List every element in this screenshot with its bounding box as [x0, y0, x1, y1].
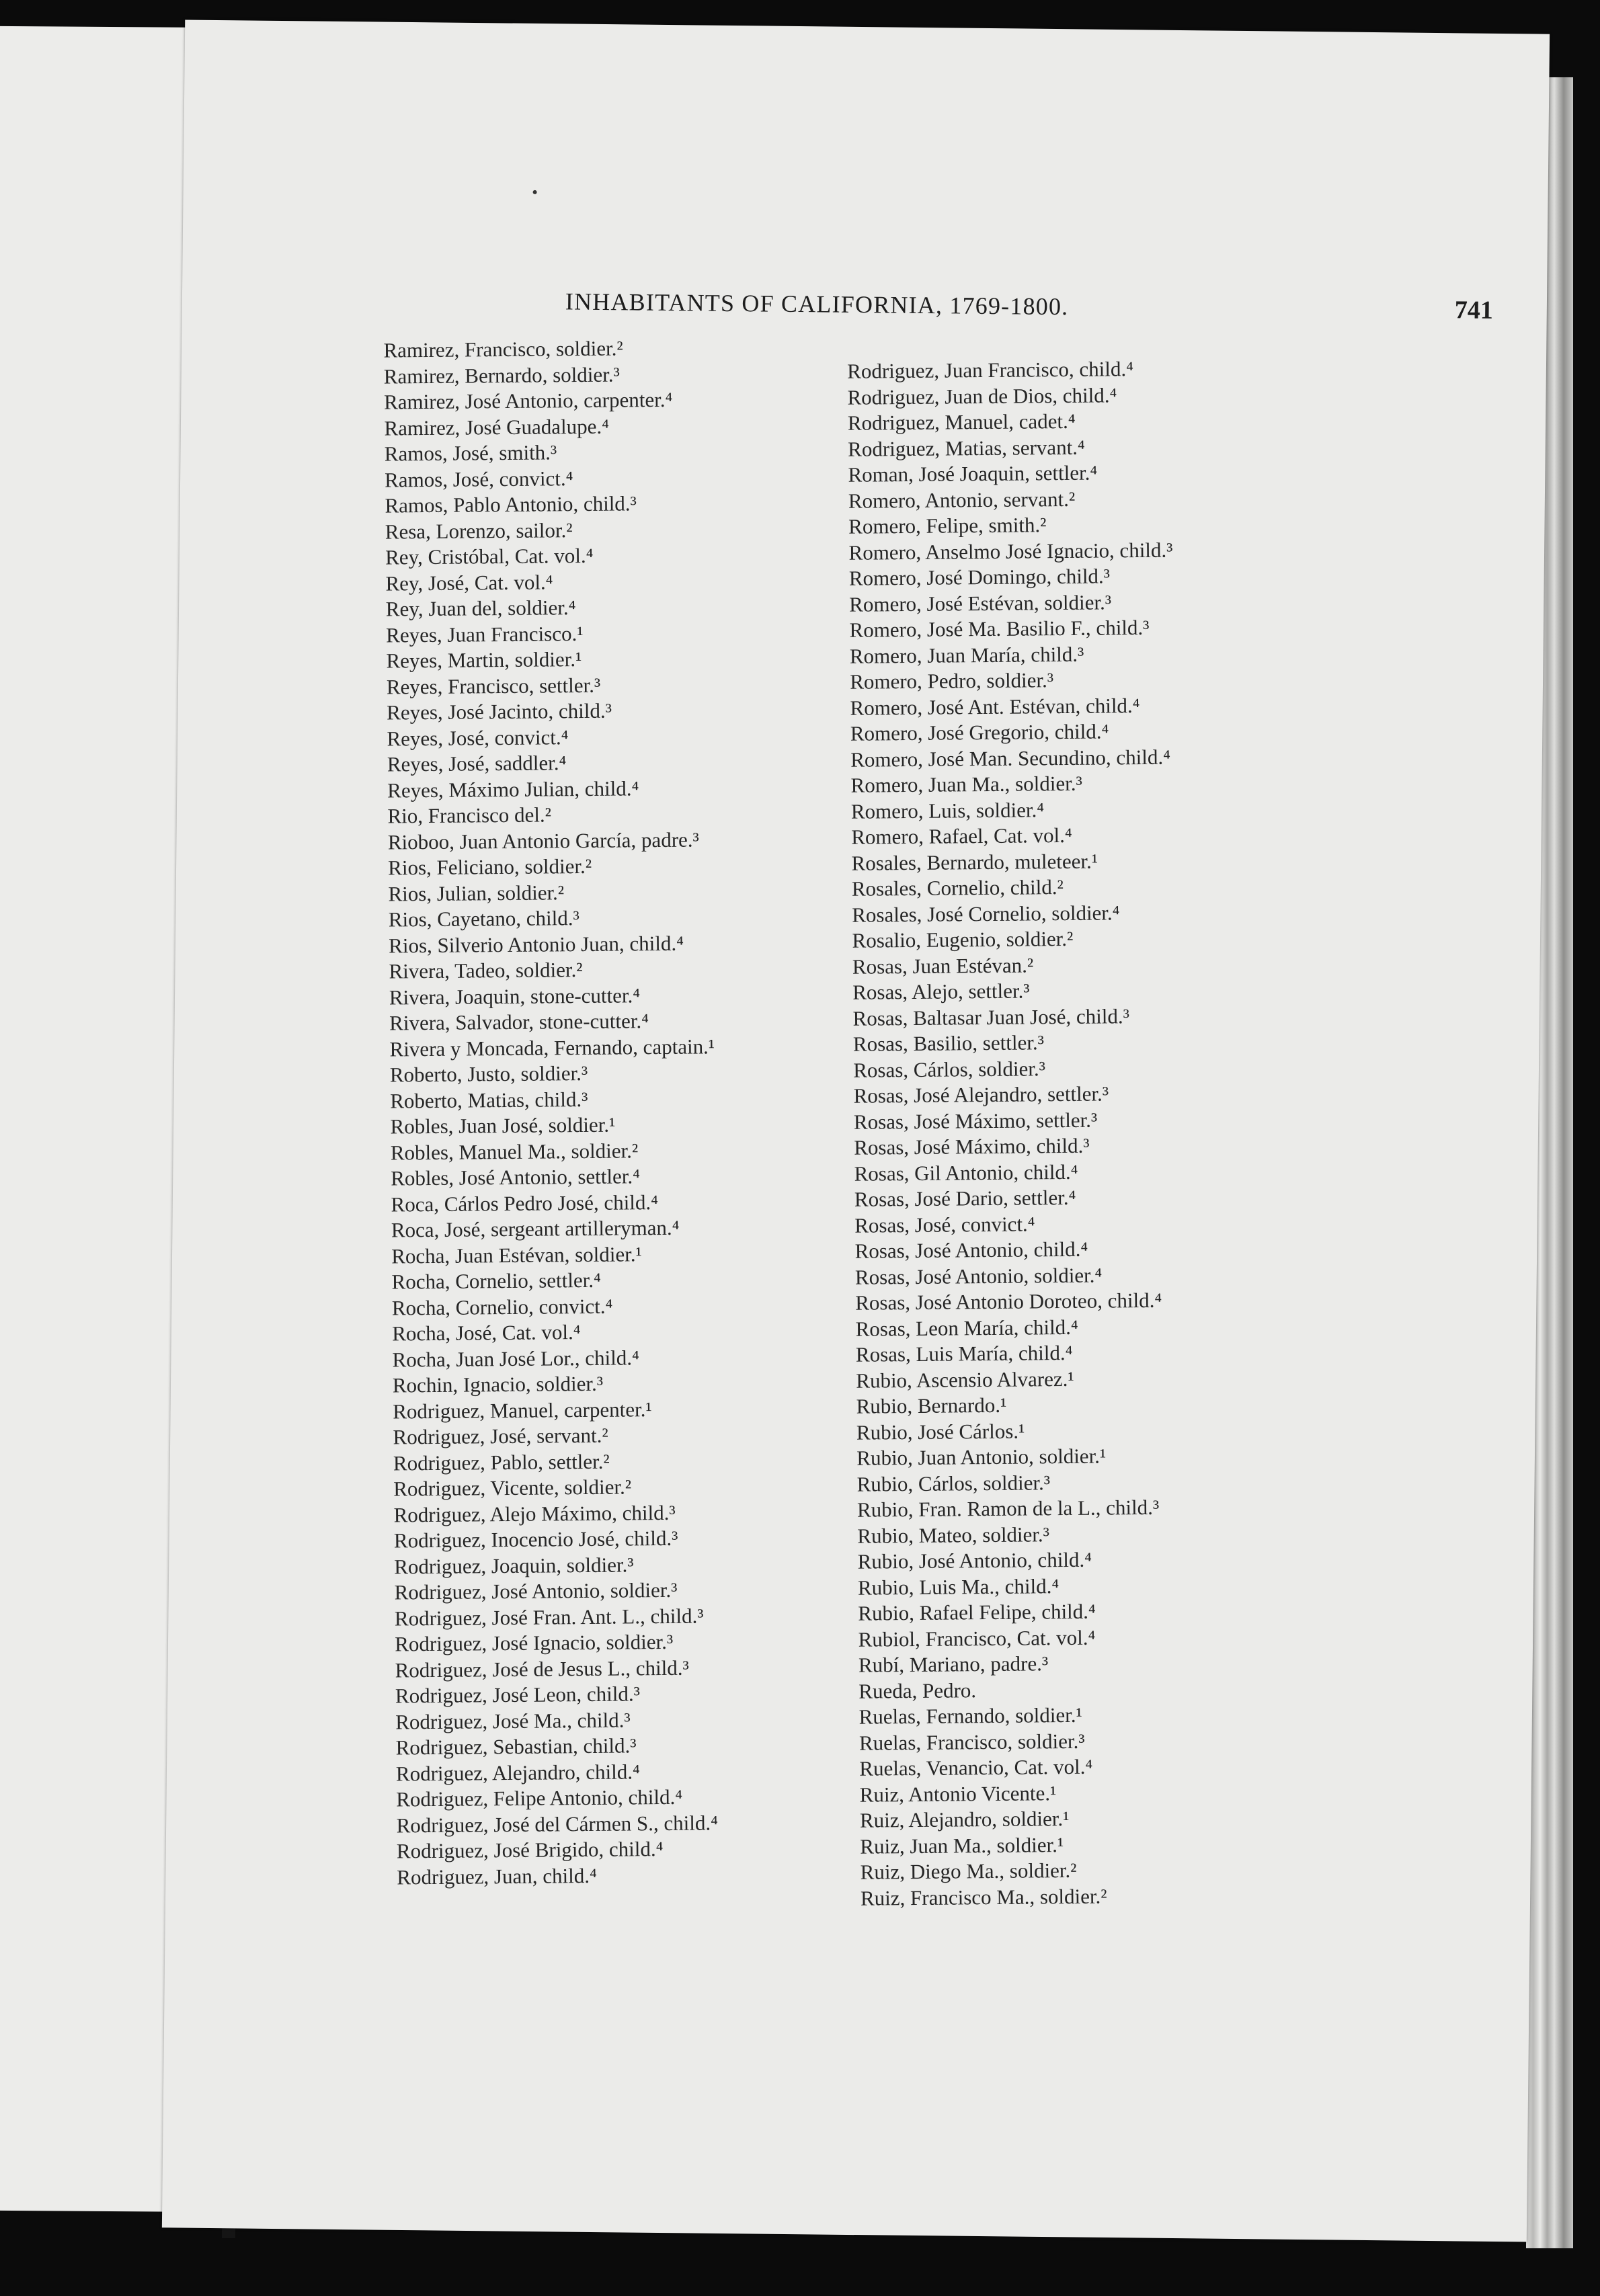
- register-entry: Roberto, Matias, child.³: [390, 1087, 588, 1113]
- register-entry: Rodriguez, José Fran. Ant. L., child.³: [394, 1603, 704, 1631]
- register-entry: Ruelas, Fernando, soldier.¹: [858, 1703, 1082, 1729]
- register-entry: Rodriguez, José Leon, child.³: [395, 1682, 641, 1708]
- register-entry: Rodriguez, José de Jesus L., child.³: [395, 1655, 689, 1682]
- register-entry: Ramos, Pablo Antonio, child.³: [385, 491, 637, 518]
- register-entry: Rubí, Mariano, padre.³: [858, 1651, 1049, 1677]
- register-entry: Rey, José, Cat. vol.⁴: [385, 569, 553, 596]
- register-entry: Ruiz, Alejandro, soldier.¹: [859, 1807, 1070, 1832]
- register-entry: Rivera, Joaquin, stone-cutter.⁴: [389, 983, 641, 1010]
- register-entry: Rodriguez, Matias, servant.⁴: [848, 435, 1085, 461]
- register-entry: Romero, Juan María, child.³: [849, 642, 1084, 668]
- register-entry: Rosas, José Alejandro, settler.³: [853, 1081, 1109, 1108]
- register-entry: Rodriguez, José Antonio, soldier.³: [394, 1577, 678, 1604]
- register-entry: Rocha, Cornelio, convict.⁴: [391, 1294, 613, 1320]
- register-entry: Rubio, Juan Antonio, soldier.¹: [856, 1444, 1107, 1470]
- register-entry: Rios, Cayetano, child.³: [388, 906, 579, 932]
- register-entry: Romero, Felipe, smith.²: [848, 513, 1047, 538]
- register-entry: Rodriguez, Juan de Dios, child.⁴: [847, 382, 1117, 409]
- register-entry: Rocha, José, Cat. vol.⁴: [392, 1320, 581, 1346]
- register-entry: Rubio, José Antonio, child.⁴: [857, 1547, 1092, 1573]
- left-column-list: [383, 335, 722, 1890]
- register-entry: Reyes, José, saddler.⁴: [387, 751, 567, 776]
- register-entry: Rosas, Baltasar Juan José, child.³: [852, 1003, 1130, 1030]
- register-entry: Reyes, Martin, soldier.¹: [386, 647, 582, 673]
- register-entry: Reyes, Máximo Julian, child.⁴: [387, 776, 639, 803]
- register-entry: Rubio, Luis Ma., child.⁴: [857, 1573, 1059, 1600]
- register-entry: Rodriguez, Sebastian, child.³: [395, 1733, 637, 1760]
- register-entry: Rosas, José Máximo, settler.³: [853, 1108, 1098, 1134]
- register-entry: Rubio, Rafael Felipe, child.⁴: [858, 1599, 1096, 1625]
- register-entry: Rey, Cristóbal, Cat. vol.⁴: [385, 543, 594, 569]
- register-entry: Rivera, Tadeo, soldier.²: [389, 958, 583, 983]
- register-entry: Ramirez, Francisco, soldier.²: [383, 336, 623, 362]
- register-entry: Ramirez, José Antonio, carpenter.⁴: [383, 387, 673, 414]
- register-entry: Rodriguez, Alejandro, child.⁴: [395, 1759, 641, 1785]
- register-entry: Rubiol, Francisco, Cat. vol.⁴: [858, 1625, 1096, 1651]
- register-entry: Romero, José Man. Secundino, child.⁴: [850, 745, 1171, 772]
- register-entry: Ramos, José, smith.³: [384, 440, 557, 466]
- register-entry: Reyes, Juan Francisco.¹: [386, 621, 584, 647]
- register-entry: Rey, Juan del, soldier.⁴: [385, 596, 576, 621]
- register-entry: Rios, Julian, soldier.²: [388, 880, 565, 906]
- register-entry: Ramos, José, convict.⁴: [385, 466, 573, 492]
- register-entry: Romero, José Ant. Estévan, child.⁴: [850, 693, 1140, 720]
- register-entry: Rosas, Leon María, child.⁴: [855, 1315, 1078, 1341]
- register-entry: Rodriguez, José, servant.²: [393, 1423, 608, 1449]
- register-entry: Robles, Juan José, soldier.¹: [390, 1112, 616, 1139]
- register-entry: Rodriguez, Manuel, carpenter.¹: [393, 1397, 652, 1424]
- register-entry: Romero, José Estévan, soldier.³: [849, 589, 1112, 616]
- register-entry: Rubio, Ascensio Alvarez.¹: [856, 1366, 1074, 1393]
- book-page: [162, 19, 1550, 2242]
- register-entry: Rosas, Cárlos, soldier.³: [853, 1056, 1046, 1082]
- running-title: INHABITANTS OF CALIFORNIA, 1769-1800.: [565, 288, 1069, 321]
- register-entry: Romero, José Gregorio, child.⁴: [850, 719, 1109, 745]
- register-entry: Rosas, Juan Estévan.²: [852, 952, 1034, 979]
- register-entry: Romero, Rafael, Cat. vol.⁴: [851, 823, 1072, 849]
- register-entry: Reyes, José Jacinto, child.³: [387, 698, 612, 725]
- register-entry: Ruelas, Venancio, Cat. vol.⁴: [859, 1754, 1093, 1780]
- page-header: [565, 287, 1493, 337]
- register-entry: Rocha, Juan José Lor., child.⁴: [392, 1345, 639, 1372]
- register-entry: Roman, José Joaquin, settler.⁴: [848, 460, 1098, 487]
- register-entry: Reyes, José, convict.⁴: [387, 725, 569, 751]
- register-entry: Rodriguez, Vicente, soldier.²: [393, 1475, 632, 1501]
- register-entry: Rodriguez, Juan Francisco, child.⁴: [847, 357, 1134, 383]
- register-entry: Rodriguez, Manuel, cadet.⁴: [847, 409, 1076, 435]
- register-entry: Romero, Antonio, servant.²: [848, 487, 1076, 513]
- register-entry: Ramirez, José Guadalupe.⁴: [384, 414, 610, 440]
- register-entry: Rubio, Cárlos, soldier.³: [856, 1470, 1051, 1496]
- register-entry: Rodriguez, Felipe Antonio, child.⁴: [396, 1785, 683, 1811]
- register-entry: Roca, Cárlos Pedro José, child.⁴: [391, 1190, 659, 1217]
- register-entry: Rosas, Basilio, settler.³: [852, 1030, 1045, 1056]
- register-entry: Rodriguez, José Brigido, child.⁴: [396, 1837, 664, 1863]
- register-entry: Rosales, Cornelio, child.²: [851, 875, 1064, 901]
- register-entry: Reyes, Francisco, settler.³: [386, 673, 601, 699]
- register-entry: Rodriguez, Juan, child.⁴: [397, 1863, 597, 1889]
- register-entry: Ruiz, Francisco Ma., soldier.²: [860, 1884, 1107, 1910]
- register-entry: Rubio, Fran. Ramon de la L., child.³: [856, 1495, 1160, 1522]
- register-entry: Ruiz, Juan Ma., soldier.¹: [860, 1832, 1064, 1858]
- register-entry: Rodriguez, José Ma., child.³: [395, 1707, 631, 1733]
- register-entry: Romero, Pedro, soldier.³: [850, 668, 1054, 694]
- register-entry: Roberto, Justo, soldier.³: [389, 1061, 588, 1087]
- register-entry: Rosas, José Dario, settler.⁴: [854, 1185, 1076, 1211]
- ink-speck: [533, 190, 537, 194]
- register-entry: Rio, Francisco del.²: [387, 803, 552, 828]
- register-entry: Rosas, José, convict.⁴: [854, 1211, 1035, 1237]
- register-entry: Rocha, Cornelio, settler.⁴: [391, 1268, 601, 1294]
- register-entry: Rosas, José Antonio, child.⁴: [854, 1237, 1088, 1263]
- register-entry: Romero, José Ma. Basilio F., child.³: [849, 615, 1150, 642]
- register-entry: Rios, Silverio Antonio Juan, child.⁴: [389, 931, 684, 958]
- register-entry: Romero, Luis, soldier.⁴: [850, 797, 1045, 823]
- register-entry: Ruiz, Diego Ma., soldier.²: [860, 1858, 1077, 1884]
- register-entry: Rosas, Gil Antonio, child.⁴: [854, 1159, 1078, 1186]
- register-entry: Roca, José, sergeant artilleryman.⁴: [391, 1215, 680, 1242]
- register-entry: Rodriguez, José del Cármen S., child.⁴: [396, 1810, 719, 1837]
- register-entry: Rosas, José Máximo, child.³: [854, 1133, 1090, 1159]
- register-entry: Rosas, Alejo, settler.³: [852, 979, 1030, 1004]
- register-entry: Rubio, Bernardo.¹: [856, 1393, 1007, 1418]
- register-entry: Rodriguez, Joaquin, soldier.³: [394, 1552, 634, 1579]
- register-entry: Ruelas, Francisco, soldier.³: [858, 1729, 1085, 1755]
- register-entry: Robles, José Antonio, settler.⁴: [391, 1164, 641, 1190]
- register-entry: Rodriguez, Alejo Máximo, child.³: [393, 1500, 676, 1527]
- register-entry: Rosas, José Antonio Doroteo, child.⁴: [855, 1288, 1162, 1315]
- register-entry: Rosales, José Cornelio, soldier.⁴: [852, 900, 1120, 927]
- register-entry: Ruiz, Antonio Vicente.¹: [859, 1780, 1057, 1807]
- register-entry: Romero, José Domingo, child.³: [848, 564, 1111, 590]
- register-entry: Romero, Juan Ma., soldier.³: [850, 771, 1082, 797]
- register-entry: Rubio, Mateo, soldier.³: [857, 1522, 1050, 1548]
- register-entry: Rivera, Salvador, stone-cutter.⁴: [389, 1009, 649, 1035]
- register-entry: Rodriguez, Pablo, settler.²: [393, 1449, 610, 1475]
- register-entry: Robles, Manuel Ma., soldier.²: [390, 1138, 639, 1165]
- register-entry: Rivera y Moncada, Fernando, captain.¹: [389, 1034, 715, 1061]
- register-entry: Rodriguez, José Ignacio, soldier.³: [395, 1629, 674, 1656]
- register-entry: Rios, Feliciano, soldier.²: [388, 854, 592, 880]
- register-entry: Rosas, José Antonio, soldier.⁴: [854, 1263, 1103, 1289]
- register-entry: Romero, Anselmo José Ignacio, child.³: [848, 538, 1173, 565]
- register-entry: Rodriguez, Inocencio José, child.³: [393, 1526, 678, 1553]
- register-entry: Rosalio, Eugenio, soldier.²: [852, 926, 1074, 952]
- register-entry: Ramirez, Bernardo, soldier.³: [383, 362, 621, 388]
- register-entry: Rubio, José Cárlos.¹: [856, 1419, 1025, 1444]
- register-entry: Rochin, Ignacio, soldier.³: [392, 1371, 604, 1397]
- register-entry: Rueda, Pedro.: [858, 1678, 977, 1703]
- register-entry: Rosales, Bernardo, muleteer.¹: [851, 849, 1098, 875]
- register-entry: Rocha, Juan Estévan, soldier.¹: [391, 1241, 642, 1268]
- register-entry: Resa, Lorenzo, sailor.²: [385, 518, 573, 544]
- register-entry: Rioboo, Juan Antonio García, padre.³: [387, 827, 700, 854]
- page-number: 741: [1454, 296, 1494, 325]
- register-entry: Rosas, Luis María, child.⁴: [855, 1340, 1073, 1366]
- right-column-list: [847, 356, 1185, 1912]
